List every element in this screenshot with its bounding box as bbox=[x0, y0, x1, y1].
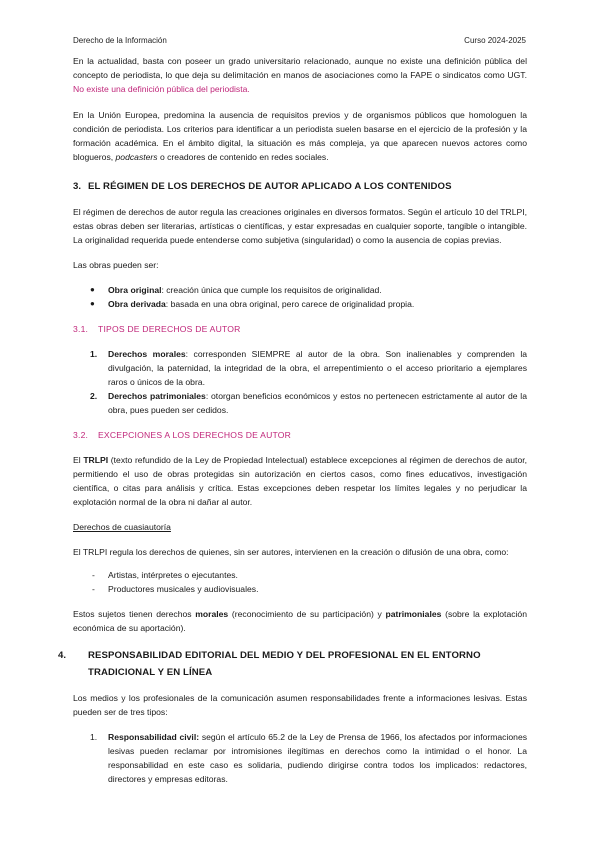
exceptions-paragraph: El TRLPI (texto refundido de la Ley de Propiedad Intelectual) establece excepciones al régimen de derechos de autor, permitiendo el uso de obras protegidas sin autorización en ciertos casos, como fines educativos, investigación científica, o citas para análisis y crítica. Estas excepciones deben respetar los límites legales y no perjudicar la explotación normal de la obra ni dañar al autor. bbox=[73, 455, 528, 507]
list-item: 2. Derechos patrimoniales: otorgan beneficios económicos y estos no pertenecen estrictamente al autor de la obra, pues pueden ser cedidos. bbox=[90, 391, 527, 415]
intro-highlight: No existe una definición pública del periodista. bbox=[73, 84, 250, 94]
cuasiautoria-paragraph: El TRLPI regula los derechos de quienes, sin ser autores, intervienen en la creación o difusión de una obra, como: bbox=[73, 547, 509, 557]
intro-paragraph-2: En la Unión Europea, predomina la ausencia de requisitos previos y de organismos públicos que homologuen la condición de periodista. Los criterios para identificar a un periodista suelen basarse en el ejercicio de la profesión y la formación académica. En el ámbito digital, la situación es más compleja, ya que aparecen nuevos actores como blogueros, podcasters o creadores de contenido en redes sociales. bbox=[73, 110, 527, 162]
subsection-3-1-heading: 3.1. TIPOS DE DERECHOS DE AUTOR bbox=[73, 324, 241, 334]
works-intro: Las obras pueden ser: bbox=[73, 260, 159, 270]
header-course-subject: Derecho de la Información bbox=[73, 36, 167, 45]
section-4-paragraph: Los medios y los profesionales de la comunicación asumen responsabilidades frente a informaciones lesivas. Estas pueden ser de tres tipos: bbox=[73, 693, 527, 717]
section-3-heading: 3. EL RÉGIMEN DE LOS DERECHOS DE AUTOR APLICADO A LOS CONTENIDOS bbox=[73, 181, 452, 192]
header-course-year: Curso 2024-2025 bbox=[464, 36, 526, 45]
intro-paragraph-1: En la actualidad, basta con poseer un grado universitario relacionado, aunque no existe una definición pública del concepto de periodista, lo que deja su delimitación en manos de asociaciones como la FAPE o sindicatos como UGT. No existe una definición pública del periodista. bbox=[73, 56, 527, 94]
document-body bbox=[58, 54, 528, 786]
responsibility-list bbox=[73, 730, 527, 786]
list-item: - Productores musicales y audiovisuales. bbox=[92, 584, 259, 594]
rights-types-list bbox=[73, 347, 527, 417]
subjects-paragraph: Estos sujetos tienen derechos morales (reconocimiento de su participación) y patrimoniales (sobre la explotación económica de su aportación). bbox=[73, 609, 527, 633]
bullet-icon: ● bbox=[90, 299, 95, 308]
section-4-heading: 4. RESPONSABILIDAD EDITORIAL DEL MEDIO Y DEL PROFESIONAL EN EL ENTORNO TRADICIONAL Y EN LÍNEA bbox=[58, 650, 481, 678]
list-item: 1. Responsabilidad civil: según el artículo 65.2 de la Ley de Prensa de 1966, los afectados por informaciones lesivas pueden reclamar por intromisiones ilegítimas en derechos como la intimidad o el honor. La responsabilidad en este caso es solidaria, pudiendo dirigirse contra todos los implicados: redactores, directores y empresas editoras. bbox=[90, 732, 528, 784]
list-item: ● Obra derivada: basada en una obra original, pero carece de originalidad propia. bbox=[90, 299, 415, 309]
list-item: 1. Derechos morales: corresponden SIEMPRE al autor de la obra. Son inalienables y comprenden la divulgación, la paternidad, la integridad de la obra, el arrepentimiento o el acceso prioritario a ejemplares raros o únicos de la obra. bbox=[90, 349, 528, 387]
list-item: - Artistas, intérpretes o ejecutantes. bbox=[92, 570, 238, 580]
bullet-icon: ● bbox=[90, 285, 95, 294]
subsection-3-2-heading: 3.2. EXCEPCIONES A LOS DERECHOS DE AUTOR bbox=[73, 430, 292, 440]
list-item: ● Obra original: creación única que cumple los requisitos de originalidad. bbox=[90, 285, 382, 295]
section-3-paragraph: El régimen de derechos de autor regula las creaciones originales en diversos formatos. Según el artículo 10 del TRLPI, estas obras deben ser literarias, artísticas o científicas, y estar expresadas en cualquier soporte, tangible o intangible. La originalidad requerida puede entenderse como subjetiva (singularidad) o como la ausencia de copias previas. bbox=[73, 207, 527, 245]
works-list bbox=[73, 283, 527, 311]
cuasiautoria-title: Derechos de cuasiautoría bbox=[73, 522, 171, 532]
cuasiautoria-list bbox=[73, 568, 527, 596]
